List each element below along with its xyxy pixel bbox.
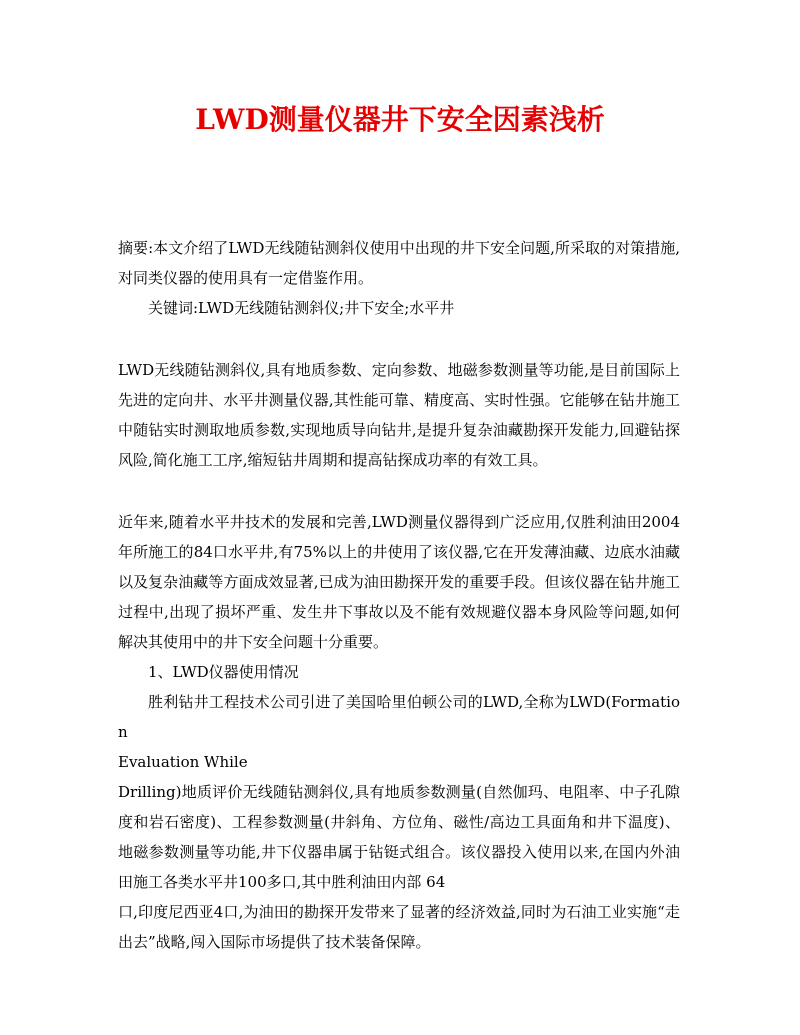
keywords-line: 关键词:LWD无线随钻测斜仪;井下安全;水平井 (148, 299, 455, 317)
paragraph-spacer (118, 323, 680, 355)
document-title: LWD测量仪器井下安全因素浅析 (195, 103, 605, 136)
document-body (118, 233, 680, 957)
section-paragraph-line: 口,印度尼西亚4口,为油田的勘探开发带来了显著的经济效益,同时为石油工业实施“走出去”战略,闯入国际市场提供了技术装备保障。 (118, 903, 680, 951)
body-paragraph-background: 近年来,随着水平井技术的发展和完善,LWD测量仪器得到广泛应用,仅胜利油田2004年所施工的84口水平井,有75%以上的井使用了该仪器,它在开发薄油藏、边底水油藏以及复杂油藏等方面成效显著,已成为油田勘探开发的重要手段。但该仪器在钻井施工过程中,出现了损坏严重、发生井下事故以及不能有效规避仪器本身风险等问题,如何解决其使用中的井下安全问题十分重要。 (118, 513, 680, 651)
body-paragraph-intro: LWD无线随钻测斜仪,具有地质参数、定向参数、地磁参数测量等功能,是目前国际上先进的定向井、水平井测量仪器,其性能可靠、精度高、实时性强。它能够在钻井施工中随钻实时测取地质参数,实现地质导向钻井,是提升复杂油藏勘探开发能力,回避钻探风险,简化施工工序,缩短钻井周期和提高钻探成功率的有效工具。 (118, 361, 680, 469)
section-heading: 1、LWD仪器使用情况 (148, 663, 299, 681)
section-paragraph-line: 胜利钻井工程技术公司引进了美国哈里伯顿公司的LWD,全称为LWD(Formation (118, 693, 680, 741)
paragraph-spacer (118, 475, 680, 507)
abstract-paragraph: 摘要:本文介绍了LWD无线随钻测斜仪使用中出现的井下安全问题,所采取的对策措施,对同类仪器的使用具有一定借鉴作用。 (118, 239, 680, 287)
section-paragraph-line: Evaluation While (118, 753, 248, 771)
section-paragraph-line: Drilling)地质评价无线随钻测斜仪,具有地质参数测量(自然伽玛、电阻率、中子孔隙度和岩石密度)、工程参数测量(井斜角、方位角、磁性/高边工具面角和井下温度)、地磁参数测量等功能,井下仪器串属于钻铤式组合。该仪器投入使用以来,在国内外油田施工各类水平井100多口,其中胜利油田内部 64 (118, 783, 680, 891)
